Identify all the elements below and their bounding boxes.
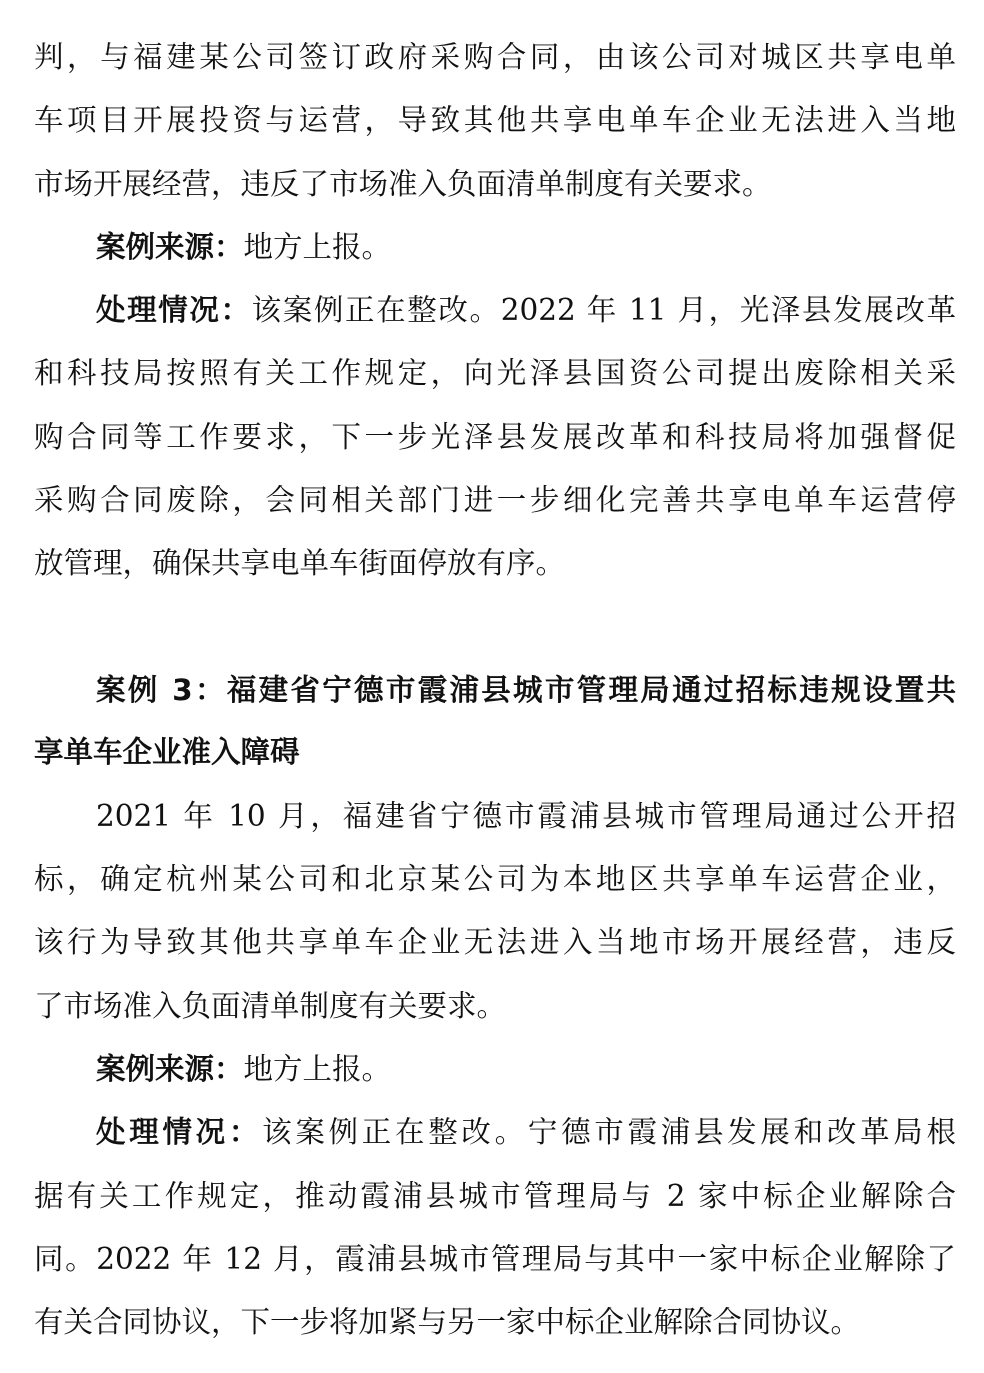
case3-handling-line-3: 同。2022 年 12 月，霞浦县城市管理局与其中一家中标企业解除了 [34, 1242, 956, 1276]
case2-handling-line-1: 该案例正在整改。2022 年 11 月，光泽县发展改革 [251, 293, 956, 327]
case2-paragraph-line-2: 车项目开展投资与运营，导致其他共享电单车企业无法进入当地 [34, 103, 956, 137]
case2-handling-line-5: 放管理，确保共享电单车街面停放有序。 [34, 546, 566, 580]
case2-paragraph-line-1: 判，与福建某公司签订政府采购合同，由该公司对城区共享电单 [34, 40, 956, 74]
case2-source-text: 地方上报。 [243, 230, 392, 264]
case2-source-label: 案例来源： [96, 230, 244, 264]
case3-handling-line-1: 该案例正在整改。宁德市霞浦县发展和改革局根 [262, 1115, 956, 1149]
case3-source-text: 地方上报。 [243, 1052, 392, 1086]
case3-source-label: 案例来源： [96, 1052, 244, 1086]
case3-body-line-4: 了市场准入负面清单制度有关要求。 [34, 989, 507, 1023]
case3-body-line-3: 该行为导致其他共享单车企业无法进入当地市场开展经营，违反 [34, 925, 956, 959]
case3-body-line-2: 标，确定杭州某公司和北京某公司为本地区共享单车运营企业， [34, 862, 956, 896]
case3-handling-label: 处理情况： [96, 1115, 263, 1149]
case3-body-line-1: 2021 年 10 月，福建省宁德市霞浦县城市管理局通过公开招 [96, 799, 956, 833]
case3-handling [96, 1101, 956, 1163]
case2-handling-line-2: 和科技局按照有关工作规定，向光泽县国资公司提出废除相关采 [34, 356, 956, 390]
case2-source [96, 216, 956, 278]
case3-title-line-2: 享单车企业准入障碍 [34, 735, 300, 769]
case3-source [96, 1038, 956, 1100]
case2-paragraph-line-3: 市场开展经营，违反了市场准入负面清单制度有关要求。 [34, 167, 772, 201]
case2-handling-line-4: 采购合同废除，会同相关部门进一步细化完善共享电单车运营停 [34, 483, 956, 517]
case2-handling-line-3: 购合同等工作要求，下一步光泽县发展改革和科技局将加强督促 [34, 420, 956, 454]
case3-handling-line-4: 有关合同协议，下一步将加紧与另一家中标企业解除合同协议。 [34, 1305, 861, 1339]
case2-handling-label: 处理情况： [96, 293, 252, 327]
case2-handling [96, 279, 956, 341]
case3-handling-line-2: 据有关工作规定，推动霞浦县城市管理局与 2 家中标企业解除合 [34, 1179, 956, 1213]
case3-title-line-1: 案例 3：福建省宁德市霞浦县城市管理局通过招标违规设置共 [96, 673, 956, 707]
